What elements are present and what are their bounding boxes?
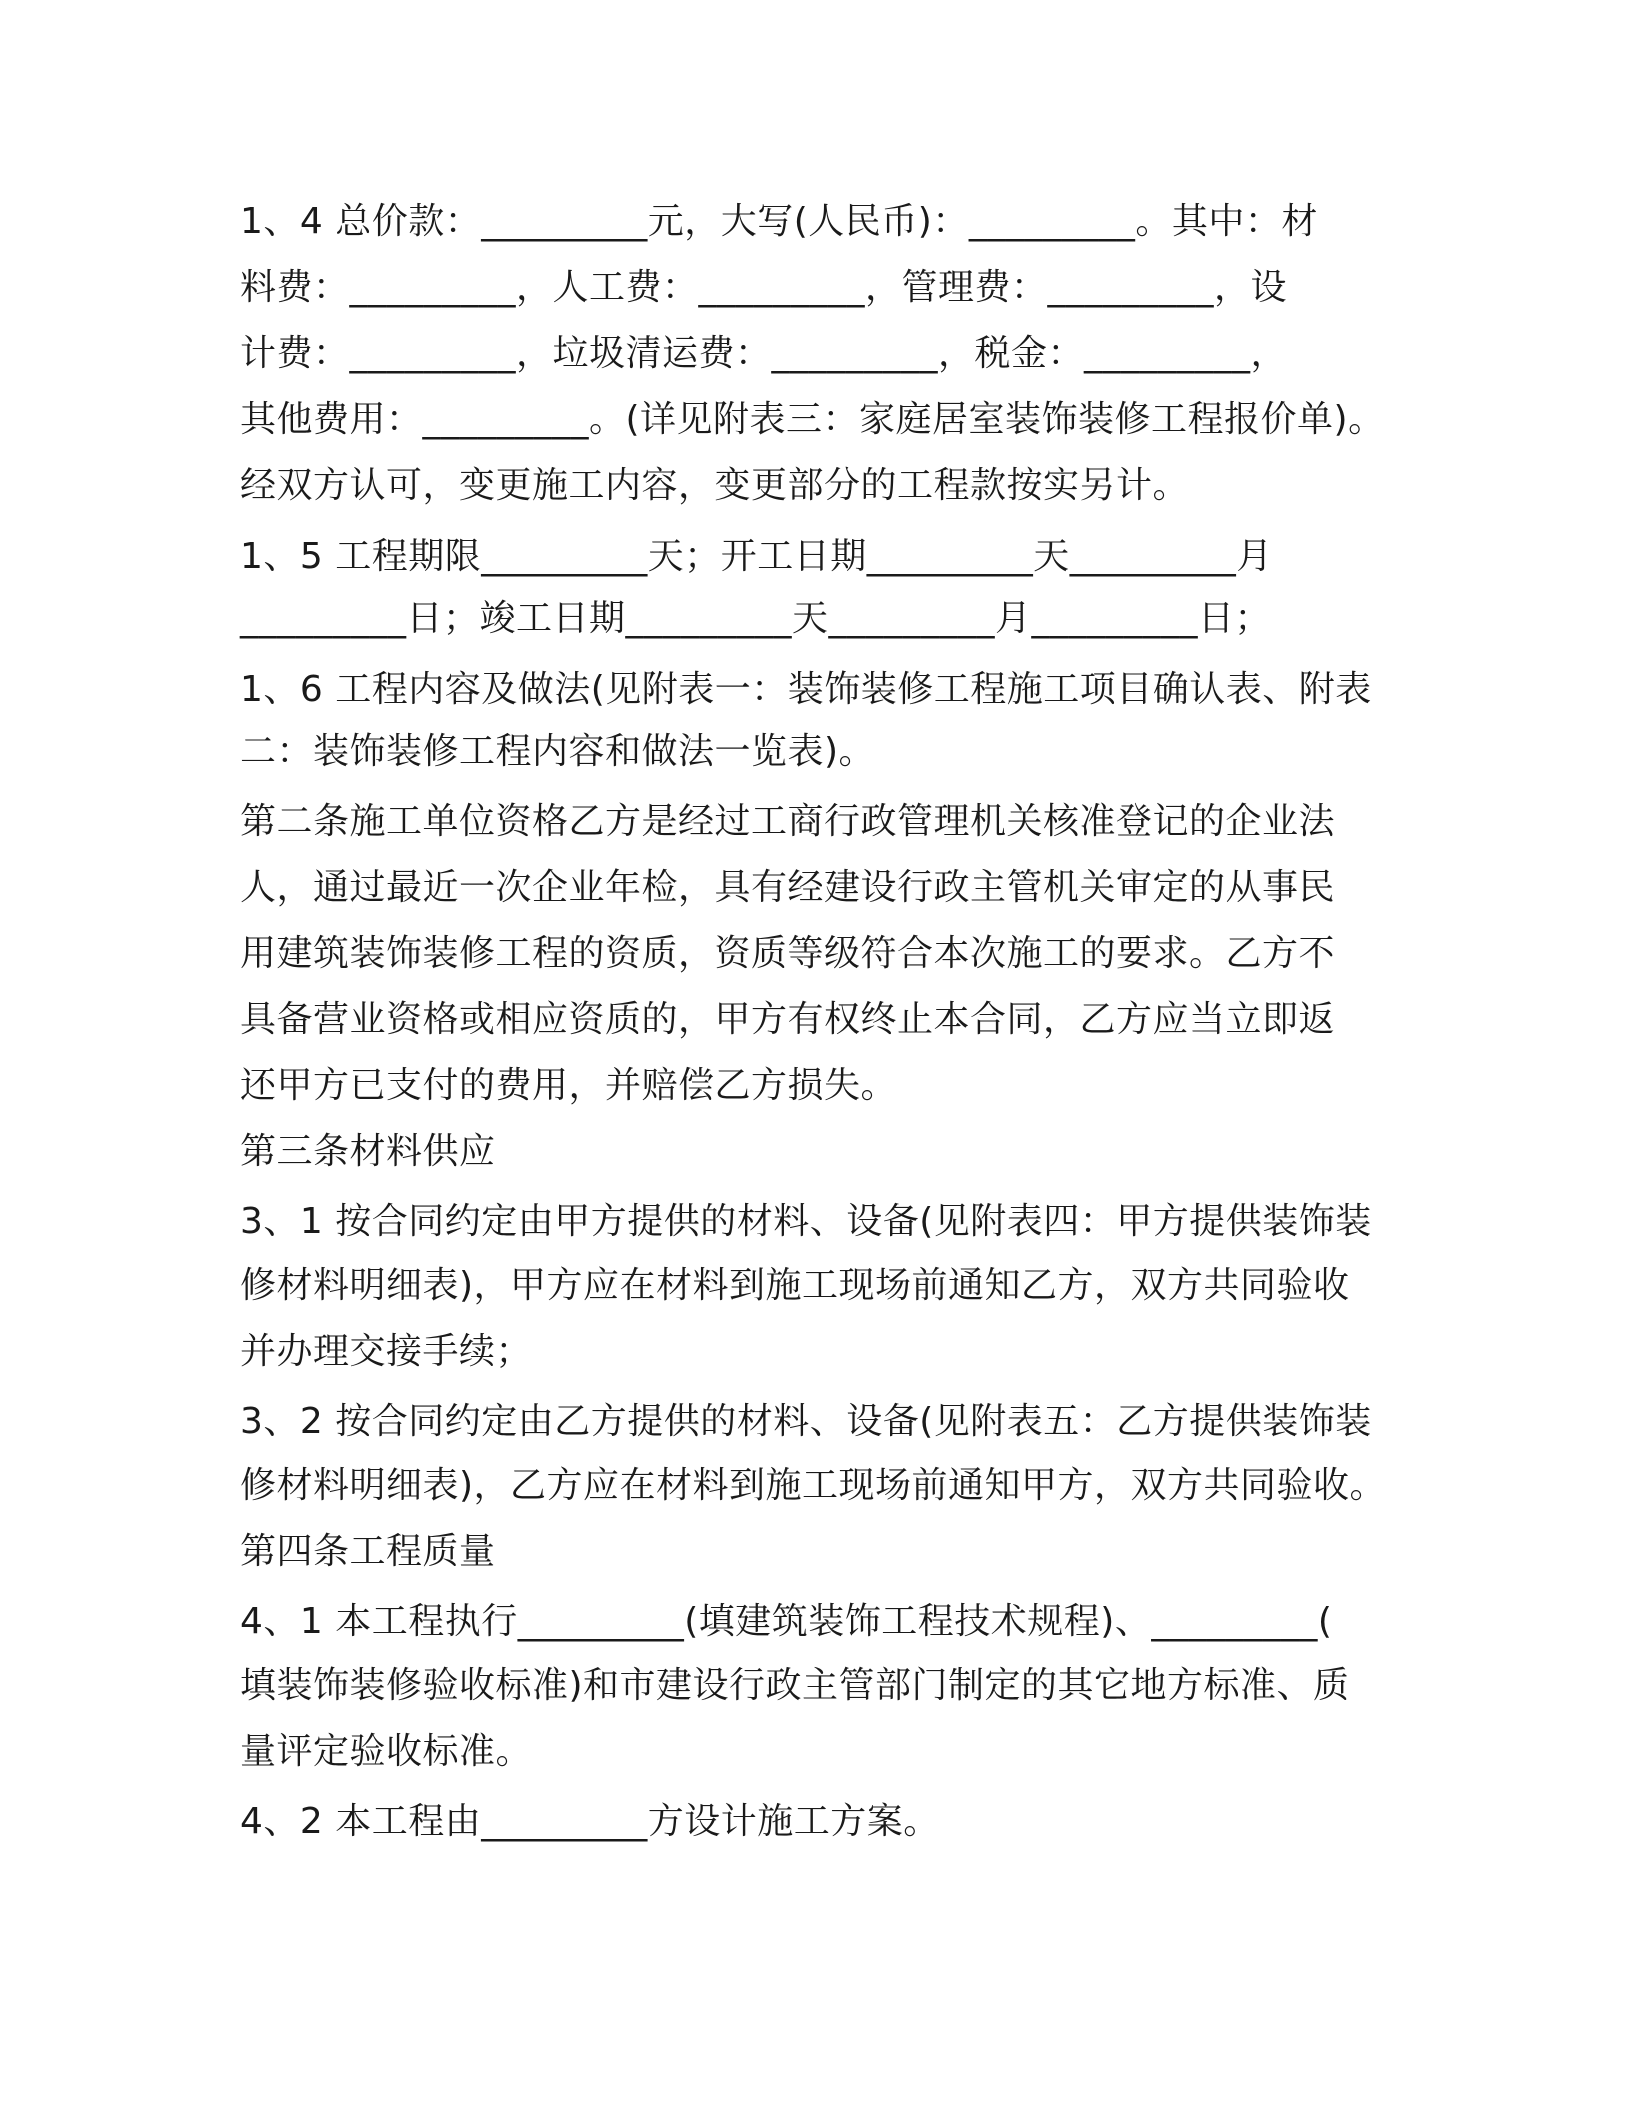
text-line: 1、5 工程期限_________天；开工日期_________天_________月 [240,536,1273,577]
section-heading: 第三条材料供应 [240,1131,496,1172]
text-line: 还甲方已支付的费用，并赔偿乙方损失。 [240,1065,898,1106]
text-line: 人，通过最近一次企业年检，具有经建设行政主管机关审定的从事民 [240,867,1336,908]
text-line: 二：装饰装修工程内容和做法一览表)。 [240,731,876,772]
text-line: 修材料明细表)，甲方应在材料到施工现场前通知乙方，双方共同验收 [240,1265,1350,1306]
text-line: 4、1 本工程执行_________(填建筑装饰工程技术规程)、_________( [240,1601,1333,1642]
text-line: 3、2 按合同约定由乙方提供的材料、设备(见附表五：乙方提供装饰装 [240,1401,1372,1442]
text-line: 量评定验收标准。 [240,1731,533,1772]
text-line: _________日；竣工日期_________天_________月_________日； [240,598,1272,639]
text-line: 1、4 总价款：_________元，大写(人民币)：_________。其中：材 [240,201,1318,242]
text-line: 修材料明细表)，乙方应在材料到施工现场前通知甲方，双方共同验收。 [240,1465,1387,1506]
text-line: 4、2 本工程由_________方设计施工方案。 [240,1801,940,1842]
text-line: 第二条施工单位资格乙方是经过工商行政管理机关核准登记的企业法 [240,801,1336,842]
text-line: 3、1 按合同约定由甲方提供的材料、设备(见附表四：甲方提供装饰装 [240,1201,1372,1242]
text-line: 计费：_________，垃圾清运费：_________，税金：_________， [240,333,1288,374]
text-line: 具备营业资格或相应资质的，甲方有权终止本合同，乙方应当立即返 [240,999,1336,1040]
text-line: 填装饰装修验收标准)和市建设行政主管部门制定的其它地方标准、质 [240,1665,1350,1706]
text-line: 料费：_________，人工费：_________，管理费：_________，设 [240,267,1288,308]
section-heading: 第四条工程质量 [240,1531,496,1572]
text-line: 1、6 工程内容及做法(见附表一：装饰装修工程施工项目确认表、附表 [240,669,1372,710]
text-line: 经双方认可，变更施工内容，变更部分的工程款按实另计。 [240,465,1190,506]
text-line: 并办理交接手续； [240,1331,533,1372]
text-line: 用建筑装饰装修工程的资质，资质等级符合本次施工的要求。乙方不 [240,933,1336,974]
text-line: 其他费用：_________。(详见附表三：家庭居室装饰装修工程报价单)。 [240,399,1385,440]
